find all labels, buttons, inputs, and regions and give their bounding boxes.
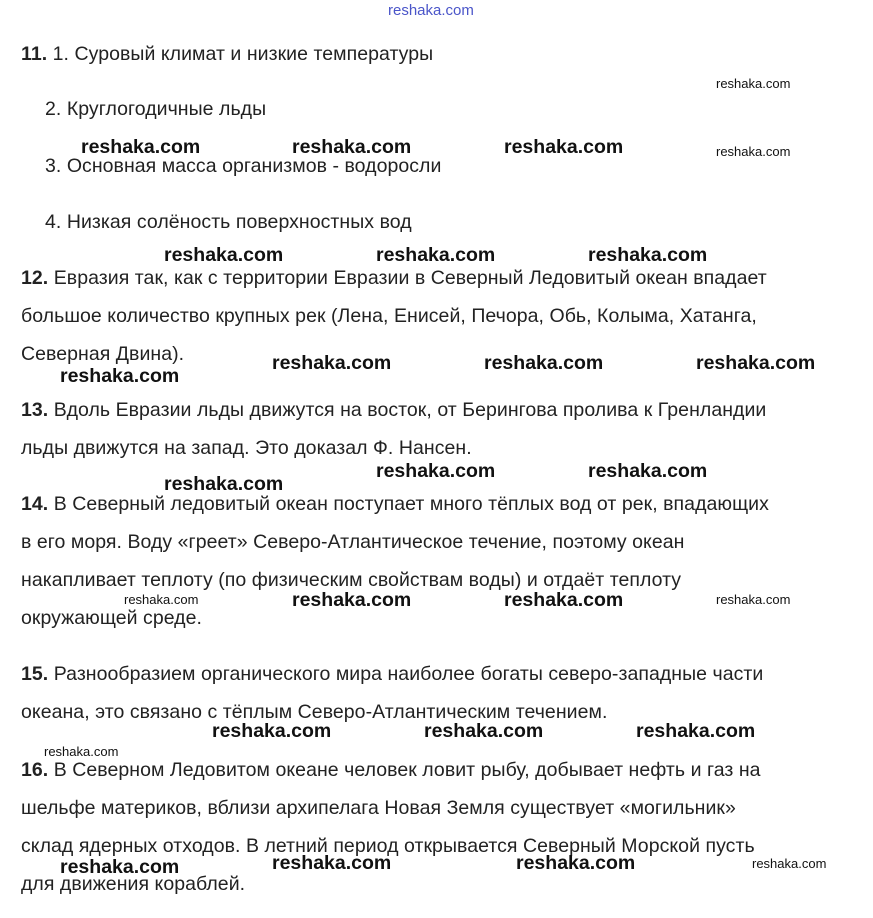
- watermark: reshaka.com: [44, 744, 119, 759]
- watermark: reshaka.com: [376, 244, 496, 266]
- item-16-line-3: склад ядерных отходов. В летний период открывается Северный Морской пусть: [21, 835, 755, 857]
- watermark: reshaka.com: [164, 244, 284, 266]
- watermark: reshaka.com: [504, 136, 624, 158]
- item-14-line-2: в его моря. Воду «греет» Северо-Атлантическое течение, поэтому океан: [21, 531, 685, 553]
- item-14-line-4: окружающей среде.: [21, 607, 202, 629]
- watermark: reshaka.com: [292, 136, 412, 158]
- item-13-text: Вдоль Евразии льды движутся на восток, от Берингова пролива к Гренландии: [53, 399, 767, 421]
- watermark: reshaka.com: [716, 76, 791, 91]
- item-12-line-3: Северная Двина).: [21, 343, 185, 365]
- item-11-text: 1. Суровый климат и низкие температуры: [52, 43, 434, 65]
- watermark: reshaka.com: [716, 592, 791, 607]
- watermark: reshaka.com: [516, 852, 636, 874]
- watermark: reshaka.com: [292, 589, 412, 611]
- header-watermark[interactable]: reshaka.com: [388, 2, 474, 19]
- watermark: reshaka.com: [588, 460, 708, 482]
- item-13-line-2: льды движутся на запад. Это доказал Ф. Нансен.: [21, 437, 472, 459]
- watermark: reshaka.com: [272, 852, 392, 874]
- item-14-number: 14.: [21, 493, 49, 515]
- item-15-line-2: океана, это связано с тёплым Северо-Атлантическим течением.: [21, 701, 608, 723]
- watermark: reshaka.com: [636, 720, 756, 742]
- watermark: reshaka.com: [696, 352, 816, 374]
- item-11-number: 11.: [21, 43, 48, 65]
- item-11-line-3: 3. Основная масса организмов - водоросли: [45, 155, 442, 177]
- watermark: reshaka.com: [124, 592, 199, 607]
- item-12-number: 12.: [21, 267, 49, 289]
- item-15-number: 15.: [21, 663, 49, 685]
- item-16-number: 16.: [21, 759, 49, 781]
- item-13-line-1: [21, 398, 766, 422]
- item-11-line-2: 2. Круглогодичные льды: [45, 98, 267, 120]
- item-15-text: Разнообразием органического мира наиболее богаты северо-западные части: [53, 663, 764, 685]
- item-12-line-2: большое количество крупных рек (Лена, Енисей, Печора, Обь, Колыма, Хатанга,: [21, 305, 757, 327]
- watermark: reshaka.com: [716, 144, 791, 159]
- item-16-line-1: [21, 758, 761, 782]
- watermark: reshaka.com: [588, 244, 708, 266]
- watermark: reshaka.com: [752, 856, 827, 871]
- item-15-line-1: [21, 662, 763, 686]
- watermark: reshaka.com: [504, 589, 624, 611]
- item-14-line-3: накапливает теплоту (по физическим свойствам воды) и отдаёт теплоту: [21, 569, 682, 591]
- item-13-number: 13.: [21, 399, 49, 421]
- item-16-line-2: шельфе материков, вблизи архипелага Новая Земля существует «могильник»: [21, 797, 736, 819]
- watermark: reshaka.com: [164, 473, 284, 495]
- item-12-text: Евразия так, как с территории Евразии в Северный Ледовитый океан впадает: [53, 267, 767, 289]
- watermark: reshaka.com: [424, 720, 544, 742]
- item-16-text: В Северном Ледовитом океане человек ловит рыбу, добывает нефть и газ на: [53, 759, 761, 781]
- watermark: reshaka.com: [484, 352, 604, 374]
- watermark: reshaka.com: [60, 856, 180, 878]
- watermark: reshaka.com: [212, 720, 332, 742]
- item-14-line-1: [21, 492, 769, 516]
- item-14-text: В Северный ледовитый океан поступает много тёплых вод от рек, впадающих: [53, 493, 769, 515]
- watermark: reshaka.com: [81, 136, 201, 158]
- item-12-line-1: [21, 266, 767, 290]
- watermark: reshaka.com: [376, 460, 496, 482]
- watermark: reshaka.com: [60, 365, 180, 387]
- watermark: reshaka.com: [272, 352, 392, 374]
- item-16-line-4: для движения кораблей.: [21, 873, 246, 895]
- item-11-line-1: [21, 42, 433, 66]
- item-11-line-4: 4. Низкая солёность поверхностных вод: [45, 211, 412, 233]
